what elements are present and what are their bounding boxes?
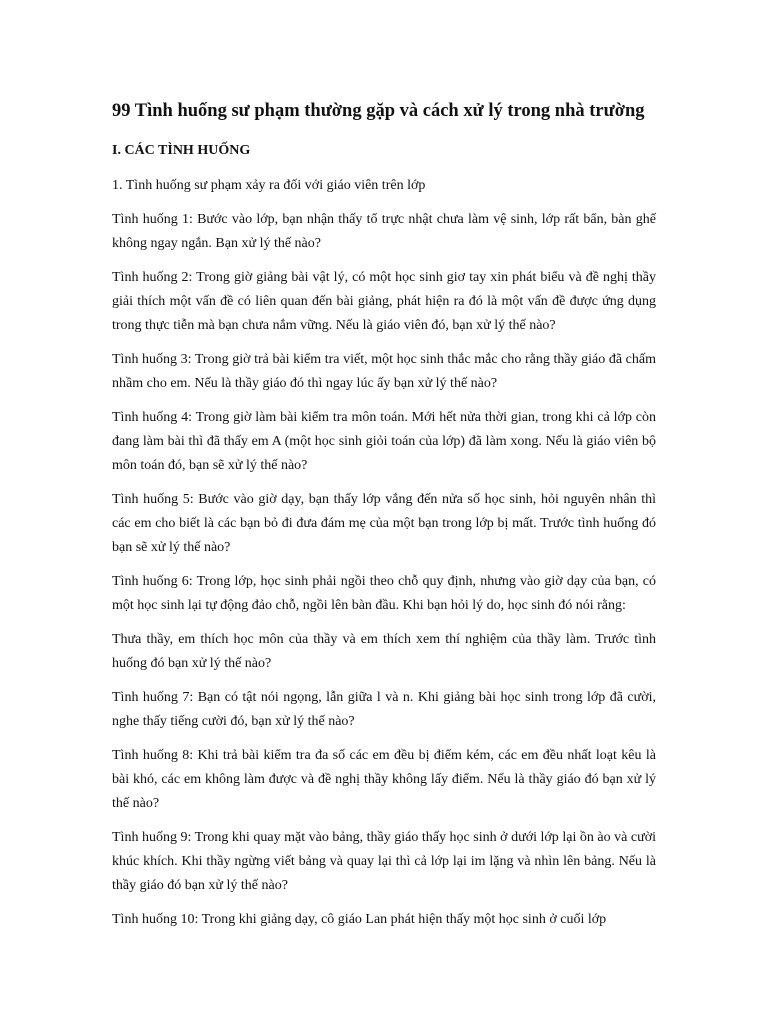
situation-paragraph: Tình huống 7: Bạn có tật nói ngọng, lẫn giữa l và n. Khi giảng bài học sinh trong lớp đã cười, nghe thấy tiếng cười đó, bạn xử lý thế nào? <box>112 690 656 729</box>
situation-paragraph: Tình huống 8: Khi trả bài kiểm tra đa số các em đều bị điểm kém, các em đều nhất loạt kêu là bài khó, các em không làm được và đề nghị thầy không lấy điểm. Nếu là thầy giáo đó bạn xử lý thế nào? <box>112 748 656 811</box>
situation-paragraph: Tình huống 4: Trong giờ làm bài kiểm tra môn toán. Mới hết nửa thời gian, trong khi cả lớp còn đang làm bài thì đã thấy em A (một học sinh giỏi toán của lớp) đã làm xong. Nếu là giáo viên bộ môn toán đó, bạn sẽ xử lý thế nào? <box>112 410 656 473</box>
situation-paragraph: Tình huống 2: Trong giờ giảng bài vật lý, có một học sinh giơ tay xin phát biểu và đề nghị thầy giải thích một vấn đề có liên quan đến bài giảng, phát hiện ra đó là một vấn đề được ứng dụng trong thực tiễn mà bạn chưa nắm vững. Nếu là giáo viên đó, bạn xử lý thế nào? <box>112 270 656 333</box>
situation-paragraph: Tình huống 6: Trong lớp, học sinh phải ngồi theo chỗ quy định, nhưng vào giờ dạy của bạn, có một học sinh lại tự động đảo chỗ, ngồi lên bàn đầu. Khi bạn hỏi lý do, học sinh đó nói rằng: <box>112 574 656 613</box>
document-title: 99 Tình huống sư phạm thường gặp và cách xử lý trong nhà trường <box>112 101 645 121</box>
situation-paragraph: Tình huống 10: Trong khi giảng dạy, cô giáo Lan phát hiện thấy một học sinh ở cuối lớp <box>112 912 607 927</box>
situation-paragraph: Tình huống 9: Trong khi quay mặt vào bảng, thầy giáo thấy học sinh ở dưới lớp lại ồn ào và cười khúc khích. Khi thầy ngừng viết bảng và quay lại thì cả lớp lại im lặng và nhìn lên bảng. Nếu là thầy giáo đó bạn xử lý thế nào? <box>112 830 656 893</box>
situation-paragraph: Tình huống 5: Bước vào giờ dạy, bạn thấy lớp vắng đến nửa số học sinh, hỏi nguyên nhân thì các em cho biết là các bạn bỏ đi đưa đám mẹ của một bạn trong lớp bị mất. Trước tình huống đó bạn sẽ xử lý thế nào? <box>112 492 656 555</box>
quote-paragraph: Thưa thầy, em thích học môn của thầy và em thích xem thí nghiệm của thầy làm. Trước tình huống đó bạn xử lý thế nào? <box>112 632 656 671</box>
situation-paragraph: Tình huống 3: Trong giờ trả bài kiểm tra viết, một học sinh thắc mắc cho rằng thầy giáo đã chấm nhầm cho em. Nếu là thầy giáo đó thì ngay lúc ấy bạn xử lý thế nào? <box>112 352 656 391</box>
subsection-heading: 1. Tình huống sư phạm xảy ra đối với giáo viên trên lớp <box>112 178 426 193</box>
situation-paragraph: Tình huống 1: Bước vào lớp, bạn nhận thấy tổ trực nhật chưa làm vệ sinh, lớp rất bẩn, bàn ghế không ngay ngắn. Bạn xử lý thế nào? <box>112 212 656 251</box>
section-heading: I. CÁC TÌNH HUỐNG <box>112 143 251 158</box>
